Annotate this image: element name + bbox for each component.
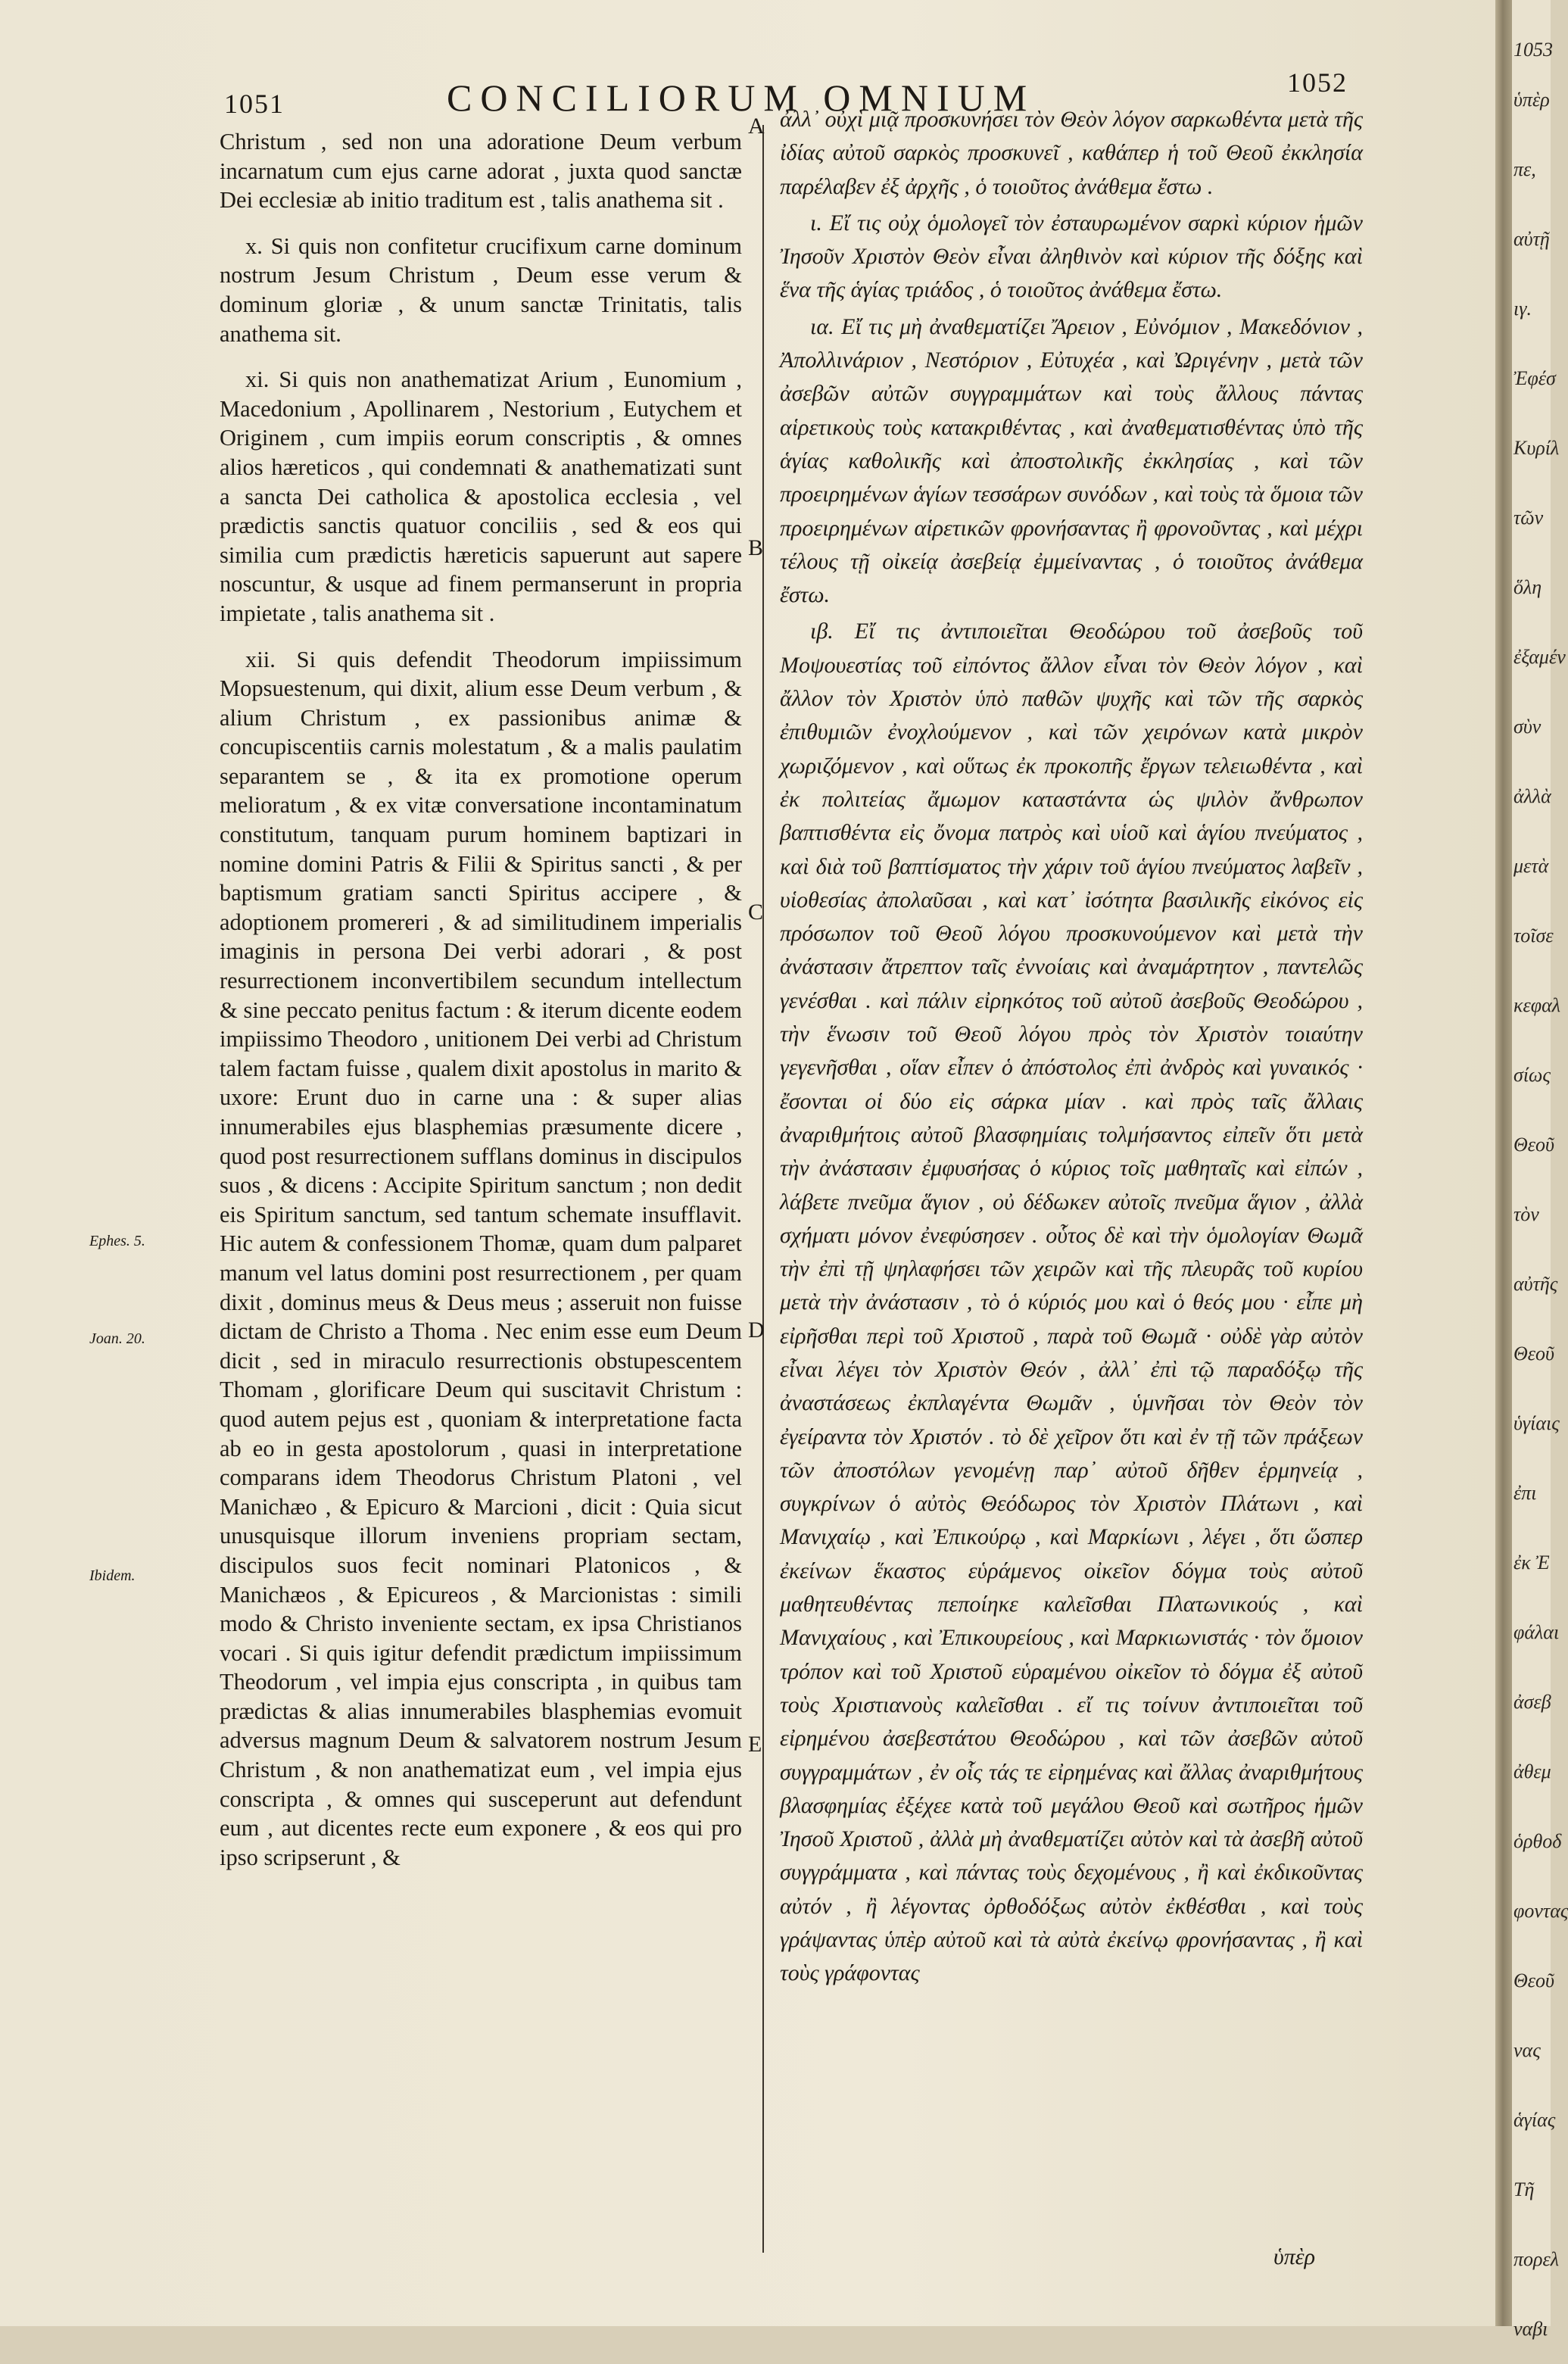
next-page-fragment: τὸν — [1513, 1203, 1539, 1225]
section-marker-c: C — [748, 900, 764, 925]
next-page-fragment: Θεοῦ — [1513, 1343, 1554, 1364]
next-page-fragment: Ἐφέσ — [1513, 367, 1556, 389]
latin-column — [220, 127, 742, 1878]
next-page-fragment: ἐπι — [1513, 1482, 1537, 1504]
section-marker-a: A — [748, 114, 765, 139]
next-page-fragment: σίως — [1513, 1064, 1551, 1086]
next-page-edge — [1512, 0, 1568, 2340]
greek-canon-10: ι. Εἴ τις οὐχ ὁμολογεῖ τὸν ἐσταυρωμένον σαρκὶ κύριον ἡμῶν Ἰησοῦν Χριστὸν Θεὸν εἶναι ἀληθινὸν καὶ κύριον τῆς δόξης καὶ ἕνα τῆς ἁγίας τριάδος , ὁ τοιοῦτος ἀνάθεμα ἔστω. — [780, 210, 1363, 303]
next-page-fragment: ὅλη — [1513, 576, 1542, 598]
next-page-fragment: Τῆ — [1513, 2178, 1535, 2200]
next-page-fragment: πε, — [1513, 158, 1536, 180]
next-page-fragment: ὁρθοδ — [1513, 1830, 1562, 1852]
next-page-fragment: ναβι — [1513, 2318, 1548, 2340]
next-page-fragment: ὑγίαις — [1513, 1412, 1560, 1434]
next-page-fragment: Κυρίλ — [1513, 437, 1560, 459]
next-page-fragment: κεφαλ — [1513, 994, 1561, 1016]
next-page-fragment: Θεοῦ — [1513, 1134, 1554, 1155]
next-page-fragment: ιγ. — [1513, 298, 1532, 320]
greek-column — [780, 103, 1363, 1994]
next-page-fragment: πορελ — [1513, 2248, 1560, 2270]
next-page-fragment: ἀσεβ — [1513, 1691, 1551, 1713]
page-number-right: 1052 — [1287, 67, 1348, 98]
section-marker-b: B — [748, 535, 764, 560]
next-page-fragment: τῶν — [1513, 507, 1544, 529]
section-marker-d: D — [748, 1318, 765, 1343]
greek-paragraph-9-end: ἀλλ᾽ οὐχὶ μιᾷ προσκυνήσει τὸν Θεὸν λόγον σαρκωθέντα μετὰ τῆς ἰδίας αὐτοῦ σαρκὸς προσκυνεῖ , καθάπερ ἡ τοῦ Θεοῦ ἐκκλησία παρέλαβεν ἐξ ἀρχῆς , ὁ τοιοῦτος ἀνάθεμα ἔστω . — [780, 107, 1363, 199]
book-gutter — [1495, 0, 1512, 2326]
next-page-fragment: φοντας — [1513, 1900, 1568, 1922]
next-page-fragment: ἐκ Ἐ — [1513, 1552, 1550, 1573]
margin-note-joan: Joan. 20. — [89, 1330, 145, 1347]
next-page-fragment: αὐτῇ — [1513, 228, 1550, 250]
next-page-fragment: μετὰ — [1513, 855, 1549, 877]
next-page-number: 1053 — [1513, 39, 1553, 61]
margin-note-ibidem: Ibidem. — [89, 1567, 136, 1584]
next-page-fragment: ὑπὲρ — [1513, 89, 1550, 111]
next-page-fragment: φάλαι — [1513, 1621, 1560, 1643]
column-divider — [762, 125, 764, 2253]
catchword: ὑπὲρ — [1273, 2244, 1316, 2269]
margin-note-ephes: Ephes. 5. — [89, 1233, 145, 1249]
next-page-fragment: σὺν — [1513, 716, 1542, 738]
next-page-fragment: ἁγίας — [1513, 2109, 1556, 2131]
next-page-fragment: ἀλλὰ — [1513, 785, 1551, 807]
next-page-fragment: νας — [1513, 2039, 1541, 2061]
greek-canon-11: ια. Εἴ τις μὴ ἀναθεματίζει Ἄρειον , Εὐνόμιον , Μακεδόνιον , Ἀπολλινάριον , Νεστόριον , Εὐτυχέα , καὶ Ὠριγένην , μετὰ τῶν ἀσεβῶν αὐτῶν συγγραμμάτων καὶ τοὺς ἄλλους πάντας αἱρετικοὺς τοὺς κατακριθέντας , καὶ ἀναθεματισθέντας ὑπὸ τῆς ἁγίας καθολικῆς καὶ ἀποστολικῆς ἐκκλησίας , καὶ τῶν προειρημένων ἁγίων τεσσάρων συνόδων , καὶ τοὺς τὰ ὅμοια τῶν προειρημένων αἱρετικῶν φρονήσαντας ἢ φρονοῦντας , καὶ μέχρι τέλους τῇ οἰκείᾳ ἀσεβείᾳ ἐμμείναντας , ὁ τοιοῦτος ἀνάθεμα ἔστω. — [780, 313, 1363, 608]
latin-paragraph-9-end: Christum , sed non una adoratione Deum verbum incarnatum cum ejus carne adorat , juxta quod sanctæ Dei ecclesiæ ab initio traditum est , talis anathema sit . — [220, 129, 742, 214]
next-page-fragment: τοῖσε — [1513, 925, 1554, 947]
next-page-fragment: αὐτῆς — [1513, 1273, 1558, 1295]
section-marker-e: E — [748, 1732, 762, 1757]
next-page-fragment: ἐξαμέν — [1513, 646, 1566, 668]
latin-canon-10: x. Si quis non confitetur crucifixum carne dominum nostrum Jesum Christum , Deum esse verum & dominum gloriæ , & unum sanctæ Trinitatis, talis anathema sit. — [220, 232, 742, 347]
latin-canon-12: xii. Si quis defendit Theodorum impiissimum Mopsuestenum, qui dixit, alium esse Deum verbum , & alium Christum , ex passionibus animæ & concupiscentiis carnis molestatum , & a malis paulatim separantem se , & ita ex promotione operum melioratum , & ex vitæ conversatione incontaminatum constitutum, tanquam purum hominem baptizari in nomine domini Patris & Filii & Spiritus sancti , & per baptismum gratiam sancti Spiritus accipere , & adoptionem promereri , & ad similitudinem imperialis imaginis in persona Dei verbi adorari , & post resurrectionem inconvertibilem secundum intellectum & sine peccato penitus factum : & iterum dicente eodem impiissimo Theodoro , unitionem Dei verbi ad Christum talem factam fuisse , qualem dixit apostolus in marito & uxore: Erunt duo in carne una : & super alias innumerabiles ejus blasphemias præsumente dicere , quod post resurrectionem sufflans dominus in discipulos suos , & dicens : Accipite Spiritum sanctum ; non dedit eis Spiritum sanctum, sed tantum schemate insufflavit. Hic autem & confessionem Thomæ, quam dum palparet manum vel latus domini post resurrectionem , per quam dixit , dominus meus & Deus meus ; asseruit non fuisse dictam de Christo a Thoma . Nec enim esse eum Deum dicit , sed in miraculo resurrectionis obstupescentem Thomam , glorificare Deum qui suscitavit Christum : quod autem pejus est , quoniam & interpretatione facta ab eo in gesta apostolorum , quasi in interpretatione comparans idem Theodorus Christum Platoni , vel Manichæo , & Epicuro & Marcioni , dicit : Quia sicut unusquisque illorum inveniens propriam sectam, discipulos suos fecit nominari Platonicos , & Manichæos , & Epicureos , & Marcionistas : simili modo & Christo inveniente sectam, ex ipsa Christianos vocari . Si quis igitur defendit prædictum impiissimum Theodorum , vel impia ejus conscripta , in quibus tam prædictas & alias innumerabiles blasphemias evomuit adversus magnum Deum & salvatorem nostrum Jesum Christum , & non anathematizat eum , vel impia ejus conscripta , & omnes qui susceperunt aut defendunt eum , aut dicentes recte eum exponere , & eos qui pro ipso scripserunt , & — [220, 646, 742, 1870]
page-number-left: 1051 — [224, 89, 285, 119]
latin-canon-11: xi. Si quis non anathematizat Arium , Eunomium , Macedonium , Apollinarem , Nestorium , Eutychem et Originem , cum impiis eorum conscriptis , & omnes alios hæreticos , qui condemnati & anathematizati sunt a sancta Dei catholica & apostolica ecclesia , vel prædictis sanctis quatuor conciliis , sed & eos qui similia cum prædictis hæreticis sapuerunt aut sapere noscuntur, & usque ad finem permanserunt in propria impietate , talis anathema sit . — [220, 366, 742, 626]
greek-canon-12: ιβ. Εἴ τις ἀντιποιεῖται Θεοδώρου τοῦ ἀσεβοῦς τοῦ Μοψουεστίας τοῦ εἰπόντος ἄλλον εἶναι τὸν Θεὸν λόγον , καὶ ἄλλον τὸν Χριστὸν ὑπὸ παθῶν ψυχῆς καὶ τῶν τῆς σαρκὸς ἐπιθυμιῶν ἐνοχλούμενον , καὶ τῶν χειρόνων κατὰ μικρὸν χωριζόμενον , καὶ οὕτως ἐκ προκοπῆς ἔργων τελειωθέντα , καὶ ἐκ πολιτείας ἄμωμον καταστάντα ὡς ψιλὸν ἄνθρωπον βαπτισθέντα εἰς ὄνομα πατρὸς καὶ υἱοῦ καὶ ἁγίου πνεύματος , καὶ διὰ τοῦ βαπτίσματος τὴν χάριν τοῦ ἁγίου πνεύματος λαβεῖν , υἱοθεσίας ἀπολαῦσαι , καὶ κατ᾽ ἰσότητα βασιλικῆς εἰκόνος εἰς πρόσωπον τοῦ Θεοῦ λόγου προσκυνούμενον καὶ μετὰ τὴν ἀνάστασιν ἄτρεπτον ταῖς ἐννοίαις καὶ ἀναμάρτητον , παντελῶς γενέσθαι . καὶ πάλιν εἰρηκότος τοῦ αὐτοῦ ἀσεβοῦς Θεοδώρου , τὴν ἕνωσιν τοῦ Θεοῦ λόγου πρὸς τὸν Χριστὸν τοιαύτην γεγενῆσθαι , οἵαν εἶπεν ὁ ἀπόστολος ἐπὶ ἀνδρὸς καὶ γυναικός · ἔσονται οἱ δύο εἰς σάρκα μίαν . καὶ πρὸς ταῖς ἄλλαις ἀναριθμήτοις αὐτοῦ βλασφημίαις τολμήσαντος εἰπεῖν ὅτι μετὰ τὴν ἀνάστασιν ἐμφυσήσας ὁ κύριος τοῖς μαθηταῖς καὶ εἰπών , λάβετε πνεῦμα ἅγιον , οὐ δέδωκεν αὐτοῖς πνεῦμα ἅγιον , ἀλλὰ σχήματι μόνον ἐνεφύσησεν . οὗτος δὲ καὶ τὴν ὁμολογίαν Θωμᾶ τὴν ἐπὶ τῇ ψηλαφήσει τῶν χειρῶν καὶ τῆς πλευρᾶς τοῦ κυρίου μετὰ τὴν ἀνάστασιν , τὸ ὁ κύριός μου καὶ ὁ θεός μου · εἶπε μὴ εἰρῆσθαι περὶ τοῦ Χριστοῦ , παρὰ τοῦ Θωμᾶ · οὐδὲ γὰρ αὐτὸν εἶναι λέγει τὸν Χριστὸν Θεόν , ἀλλ᾽ ἐπὶ τῷ παραδόξῳ τῆς ἀναστάσεως ἐκπλαγέντα Θωμᾶν , ὑμνῆσαι τὸν Θεὸν τὸν ἐγείραντα τὸν Χριστόν . τὸ δὲ χεῖρον ὅτι καὶ ἐν τῇ τῶν πράξεων τῶν ἀποστόλων γενομένῃ παρ᾽ αὐτοῦ δῆθεν ἑρμηνείᾳ , συγκρίνων ὁ αὐτὸς Θεόδωρος τὸν Χριστὸν Πλάτωνι , καὶ Μανιχαίῳ , καὶ Ἐπικούρῳ , καὶ Μαρκίωνι , λέγει , ὅτι ὥσπερ ἐκείνων ἕκαστος εὑράμενος οἰκεῖον δόγμα τοὺς αὐτοῦ μαθητευθέντας πεποίηκε καλεῖσθαι Πλατωνικούς , καὶ Μανιχαίους , καὶ Ἐπικουρείους , καὶ Μαρκιωνιστάς · τὸν ὅμοιον τρόπον καὶ τοῦ Χριστοῦ εὑραμένου οἰκεῖον τὸ δόγμα ἐξ αὐτοῦ τοὺς Χριστιανοὺς καλεῖσθαι . εἴ τις τοίνυν ἀντιποιεῖται τοῦ εἰρημένου ἀσεβεστάτου Θεοδώρου , καὶ τῶν ἀσεβῶν αὐτοῦ συγγραμμάτων , ἐν οἷς τάς τε εἰρημένας καὶ ἄλλας ἀναριθμήτους βλασφημίας ἐξέχεε κατὰ τοῦ μεγάλου Θεοῦ καὶ σωτῆρος ἡμῶν Ἰησοῦ Χριστοῦ , ἀλλὰ μὴ ἀναθεματίζει αὐτὸν καὶ τὰ ἀσεβῆ αὐτοῦ συγγράμματα , καὶ πάντας τοὺς δεχομένους , ἢ καὶ ἐκδικοῦντας αὐτόν , ἢ λέγοντας ὀρθοδόξως αὐτὸν ἐκθέσθαι , καὶ τοὺς γράψαντας ὑπὲρ αὐτοῦ καὶ τὰ αὐτὰ ἐκείνῳ φρονήσαντας , ἢ καὶ τοὺς γράφοντας — [780, 619, 1363, 1986]
next-page-fragments — [1513, 35, 1568, 2364]
next-page-fragment: Θεοῦ — [1513, 1969, 1554, 1991]
running-title: CONCILIORUM OMNIUM — [447, 76, 1036, 119]
next-page-fragment: ἀθεμ — [1513, 1761, 1551, 1782]
